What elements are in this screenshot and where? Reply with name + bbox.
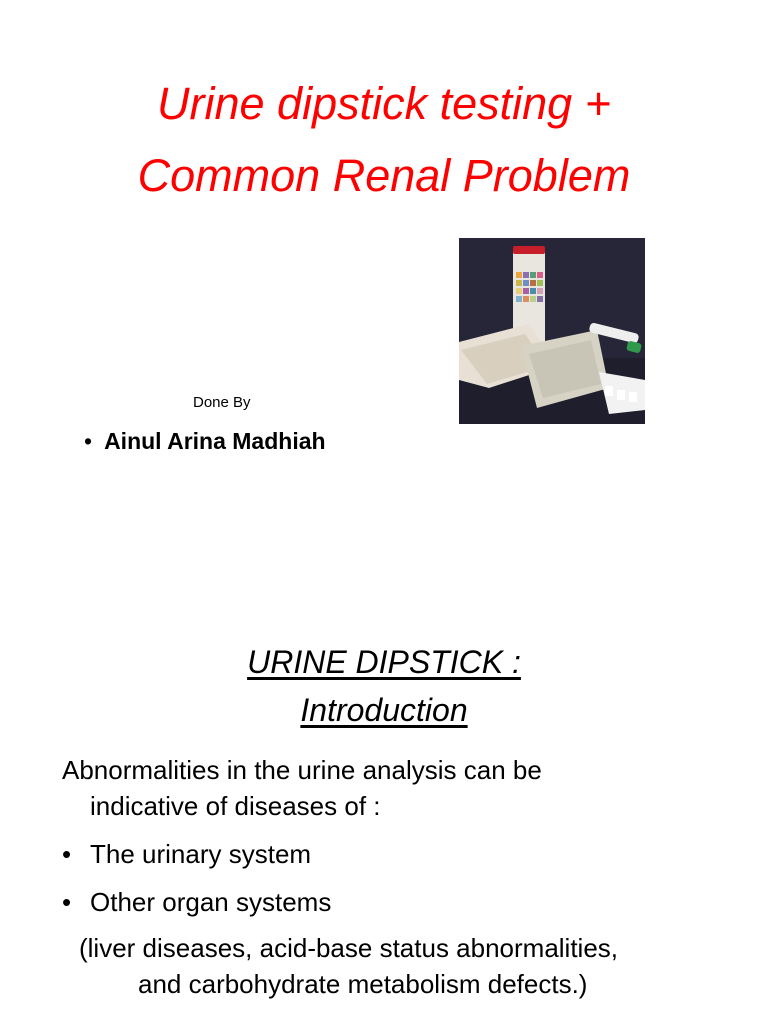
intro-body	[62, 752, 752, 1002]
slide-title-line-1: Urine dipstick testing +	[157, 78, 611, 129]
list-item-text: The urinary system	[90, 839, 312, 869]
intro-line-2: indicative of diseases of :	[90, 791, 381, 821]
intro-title-line-2: Introduction	[300, 692, 468, 728]
list-item	[62, 884, 752, 920]
intro-slide-title	[0, 638, 768, 734]
slide-title-line-2: Common Renal Problem	[137, 150, 631, 201]
bullet-marker: •	[62, 839, 72, 869]
note-line-1: (liver diseases, acid-base status abnormalities,	[79, 933, 619, 963]
author-name: Ainul Arina Madhiah	[104, 428, 326, 454]
note-line-2: and carbohydrate metabolism defects.)	[138, 969, 588, 999]
done-by-label: Done By	[193, 394, 251, 411]
intro-line-1: Abnormalities in the urine analysis can be	[62, 755, 542, 785]
bullet-marker: •	[84, 428, 93, 454]
dipstick-kit-photo	[459, 238, 645, 424]
dipstick-kit-illustration	[459, 238, 645, 424]
bullet-marker: •	[62, 887, 72, 917]
list-item-text: Other organ systems	[90, 887, 332, 917]
list-item	[62, 836, 752, 872]
slide-title	[0, 68, 768, 212]
introduction-slide	[0, 576, 768, 1024]
intro-title-line-1: URINE DIPSTICK :	[247, 644, 521, 680]
author-bullet-item	[84, 424, 326, 458]
